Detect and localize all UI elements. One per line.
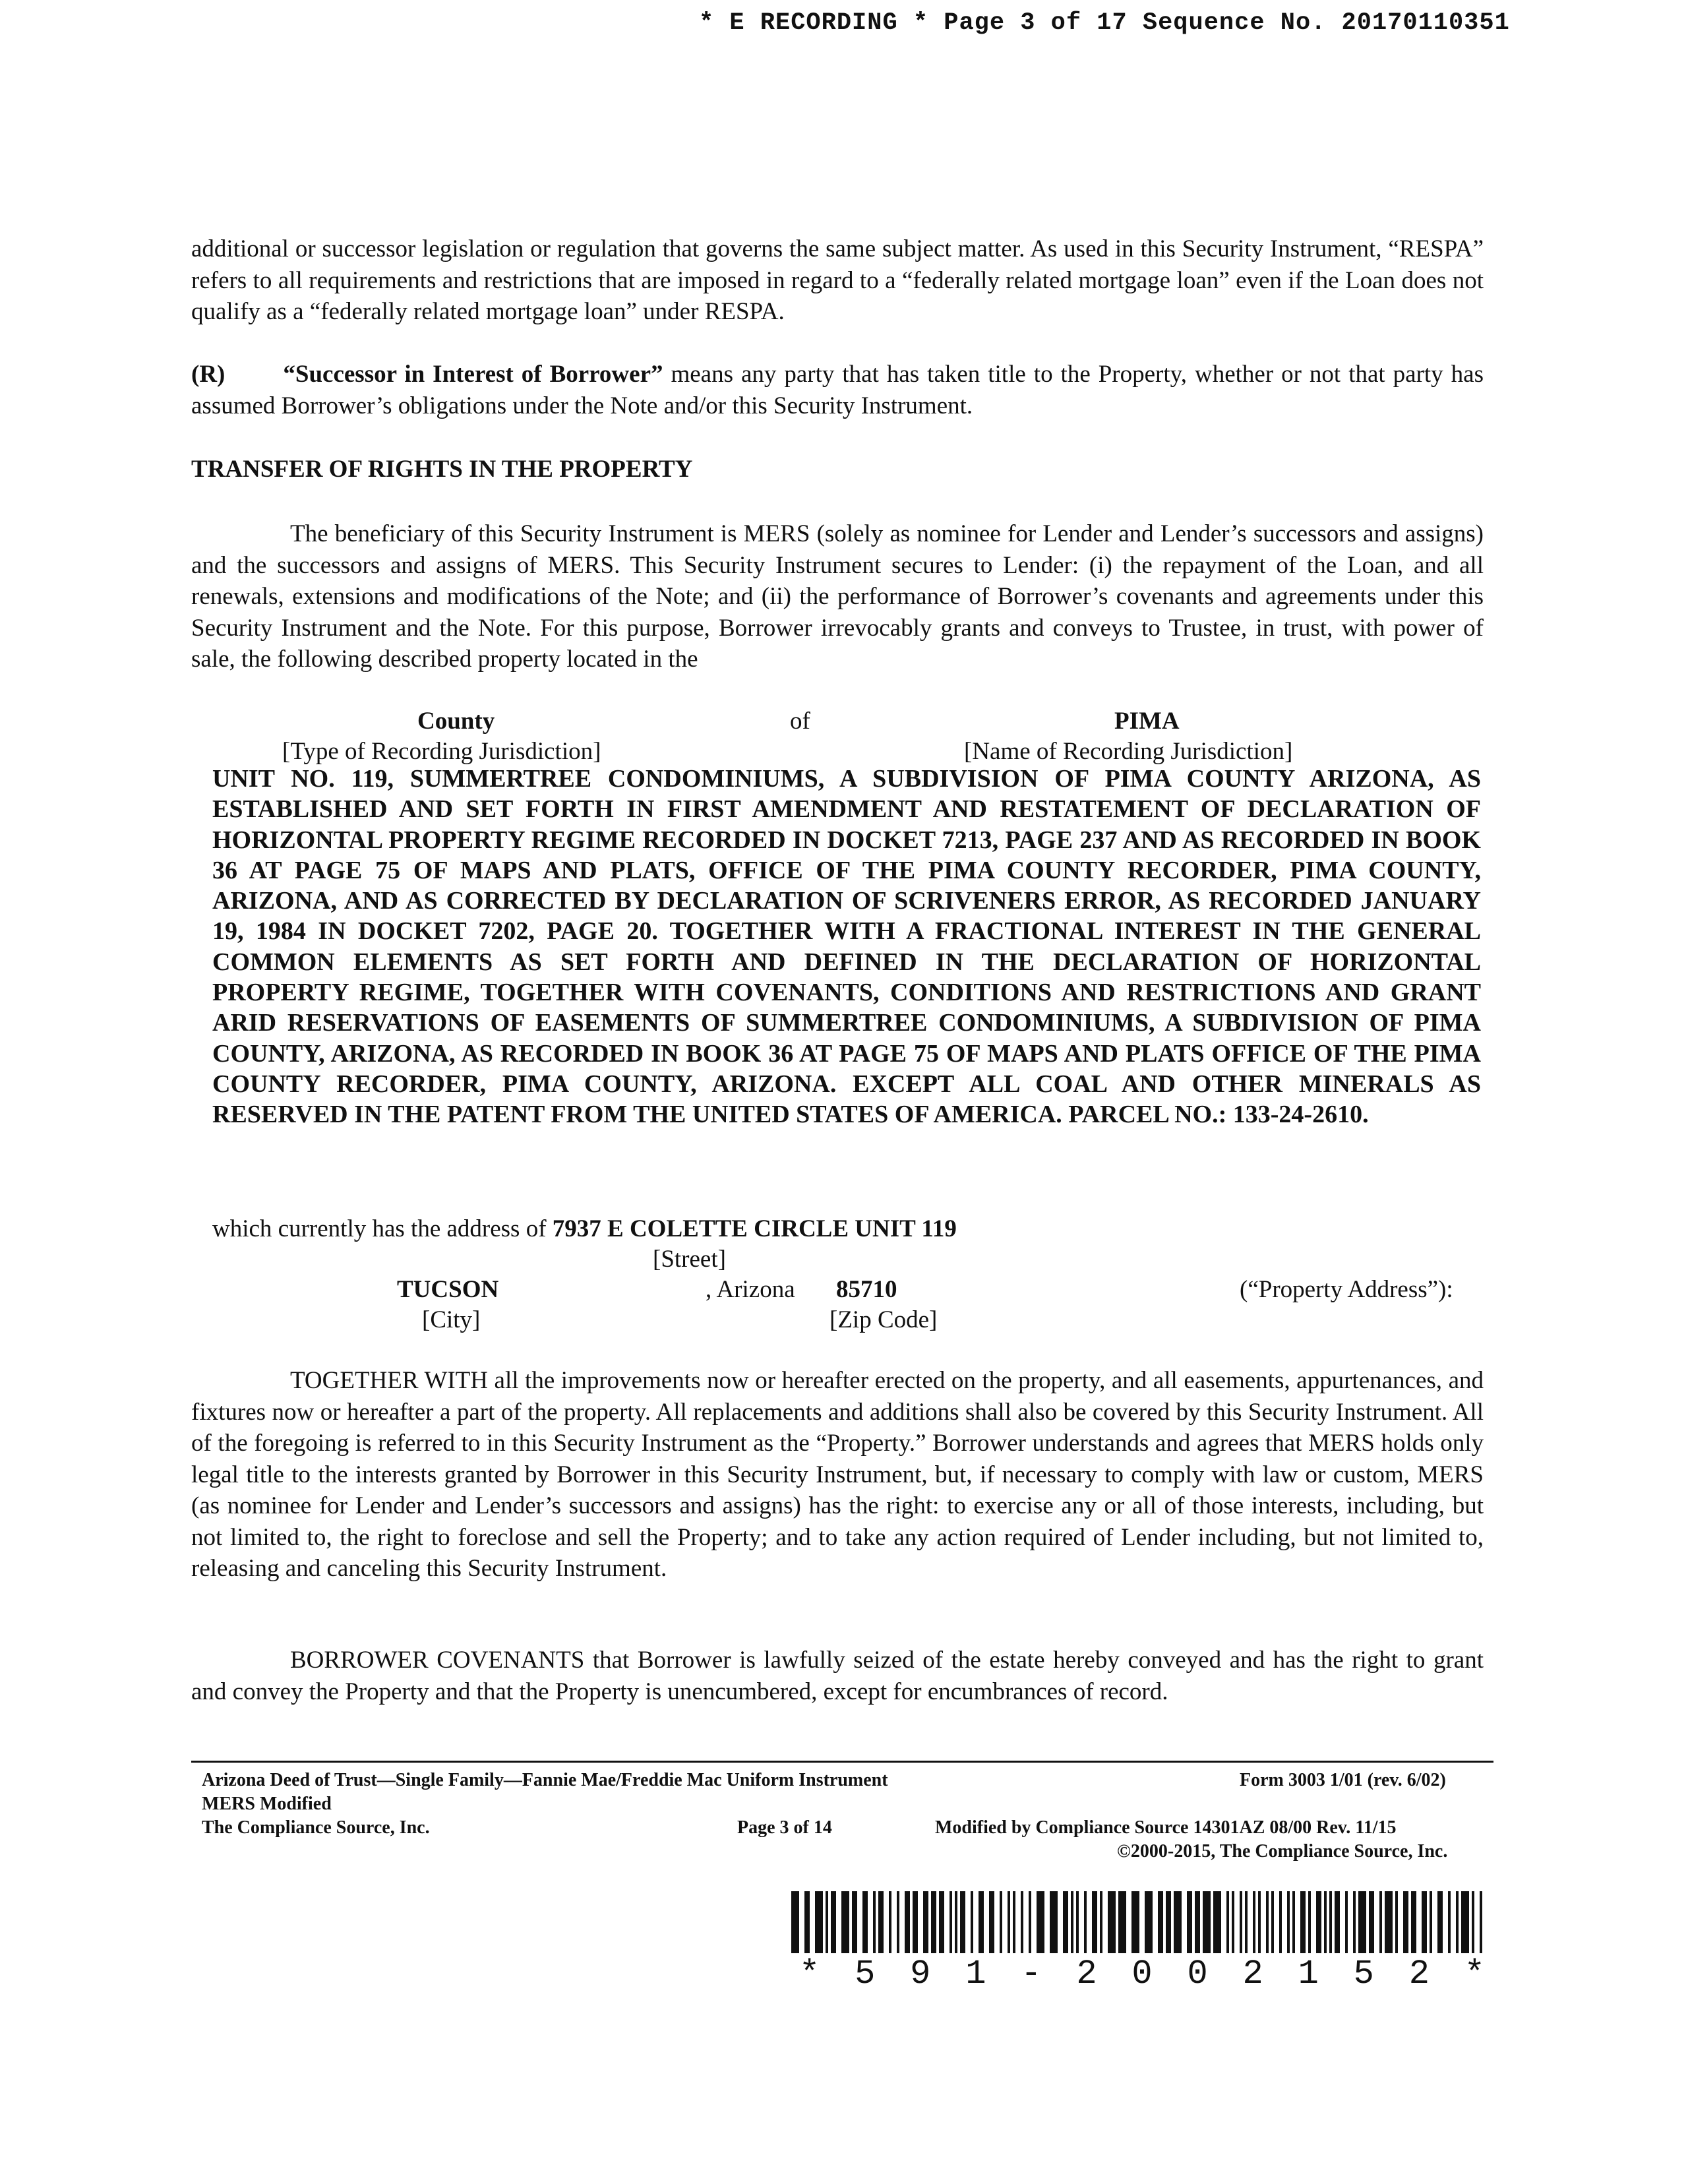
barcode-bar [878, 1891, 884, 1953]
barcode-char: 5 [855, 1955, 876, 1993]
barcode-bar [1279, 1891, 1282, 1953]
barcode-bar [1335, 1891, 1340, 1953]
jurisdiction-name-caption: [Name of Recording Jurisdiction] [964, 738, 1293, 765]
barcode-char: 2 [1076, 1955, 1097, 1993]
barcode-bar [1456, 1891, 1459, 1953]
barcode-char: 0 [1131, 1955, 1153, 1993]
barcode-bar [1316, 1891, 1321, 1953]
barcode-bar [852, 1891, 857, 1953]
barcode-bar [905, 1891, 910, 1953]
barcode-char: * [799, 1955, 820, 1993]
covenants-paragraph: BORROWER COVENANTS that Borrower is lawfully seized of the estate hereby conveyed and has the right to grant and convey the Property and that the Property is unencumbered, except for encumbrances of record. [191, 1647, 1484, 1705]
form-number: Form 3003 1/01 (rev. 6/02) [1240, 1770, 1446, 1790]
barcode-bar [1292, 1891, 1295, 1953]
barcode-bar [1461, 1891, 1469, 1953]
barcode-bar [1203, 1891, 1211, 1953]
barcode-bar [1029, 1891, 1031, 1953]
barcode-bar [939, 1891, 944, 1953]
barcode-bar [804, 1891, 810, 1953]
successor-text: means any party that has taken title to the Property, whether or not that party has assumed Borrower’s obligations under the Note and/or this Security Instrument. [191, 361, 1484, 419]
jurisdiction-type-caption: [Type of Recording Jurisdiction] [282, 738, 601, 765]
barcode-bar [1108, 1891, 1116, 1953]
barcode-bar [1213, 1891, 1221, 1953]
barcode-bar [1158, 1891, 1163, 1953]
address-line [212, 1215, 957, 1243]
barcode-bar [1472, 1891, 1474, 1953]
barcode-char: 1 [1298, 1955, 1319, 1993]
footer-company: The Compliance Source, Inc. [202, 1817, 430, 1838]
section-title: TRANSFER OF RIGHTS IN THE PROPERTY [191, 456, 693, 483]
barcode-bar [1100, 1891, 1102, 1953]
barcode-bar [1403, 1891, 1408, 1953]
address-zip: 85710 [836, 1276, 897, 1303]
form-title: Arizona Deed of Trust—Single Family—Fannie Mae/Freddie Mac Uniform Instrument [202, 1770, 888, 1790]
barcode-char: 0 [1187, 1955, 1208, 1993]
barcode-bar [1329, 1891, 1332, 1953]
barcode-char: 5 [1353, 1955, 1374, 1993]
footer-copyright: ©2000-2015, The Compliance Source, Inc. [1117, 1841, 1448, 1862]
barcode-char: 9 [910, 1955, 931, 1993]
address-street: 7937 E COLETTE CIRCLE UNIT 119 [552, 1215, 957, 1242]
barcode-bar [913, 1891, 918, 1953]
barcode-bar [1271, 1891, 1274, 1953]
barcode-char: 2 [1408, 1955, 1430, 1993]
barcode-bar [960, 1891, 965, 1953]
barcode-bar [791, 1891, 799, 1953]
barcode-bar [1037, 1891, 1044, 1953]
recording-header: * E RECORDING * Page 3 of 17 Sequence No. 20170110351 [699, 9, 1510, 37]
barcode-bar [1226, 1891, 1229, 1953]
property-address-label: (“Property Address”): [1240, 1276, 1453, 1303]
barcode-bar [1480, 1891, 1482, 1953]
barcode-bar [1287, 1891, 1290, 1953]
barcode-bar [1385, 1891, 1393, 1953]
barcode-bar [1008, 1891, 1010, 1953]
barcode-bar [889, 1891, 891, 1953]
barcode-bar [1118, 1891, 1126, 1953]
barcode-bar [950, 1891, 952, 1953]
jurisdiction-type-value: County [417, 708, 495, 735]
barcode-char: * [1464, 1955, 1485, 1993]
street-caption: [Street] [653, 1246, 726, 1273]
successor-label: (R) [191, 361, 226, 388]
barcode-bar [923, 1891, 928, 1953]
barcode-bar [815, 1891, 823, 1953]
jurisdiction-name-value: PIMA [1114, 708, 1180, 735]
successor-paragraph [191, 359, 1484, 421]
barcode-bar [1422, 1891, 1427, 1953]
barcode-bar [1379, 1891, 1382, 1953]
barcode-char: - [1021, 1955, 1042, 1993]
city-caption: [City] [422, 1306, 481, 1333]
barcode-bar [1063, 1891, 1068, 1953]
barcode-char: 1 [965, 1955, 986, 1993]
barcode-bar [1300, 1891, 1306, 1953]
zip-caption: [Zip Code] [829, 1306, 938, 1333]
barcode-text [799, 1955, 1485, 1993]
barcode-char: 2 [1242, 1955, 1263, 1993]
respa-paragraph: additional or successor legislation or regulation that governs the same subject matter. As used in this Security Instrument, “RESPA” refers to all requirements and restrictions that are imposed in regard to a “federally related mortgage loan” even if the Loan does not qualify as a “federally related mortgage loan” under RESPA. [191, 235, 1484, 325]
barcode-bar [1076, 1891, 1079, 1953]
barcode-bar [1308, 1891, 1311, 1953]
barcode-bar [971, 1891, 973, 1953]
barcode-bar [1358, 1891, 1366, 1953]
legal-description: UNIT NO. 119, SUMMERTREE CONDOMINIUMS, A SUBDIVISION OF PIMA COUNTY ARIZONA, AS ESTABLISHED AND SET FORTH IN FIRST AMENDMENT AND RESTATEMENT OF DECLARATION OF HORIZONTAL PROPERTY REGIME RECORDED IN DOCKET 7213, PAGE 237 AND AS RECORDED IN BOOK 36 AT PAGE 75 OF MAPS AND PLATS, OFFICE OF THE PIMA COUNTY RECORDER, PIMA COUNTY, ARIZONA, AND AS CORRECTED BY DECLARATION OF SCRIVENERS ERROR, AS RECORDED JANUARY 19, 1984 IN DOCKET 7202, PAGE 20. TOGETHER WITH A FRACTIONAL INTEREST IN THE GENERAL COMMON ELEMENTS AS SET FORTH AND DEFINED IN THE DECLARATION OF HORIZONTAL PROPERTY REGIME, TOGETHER WITH COVENANTS, CONDITIONS AND RESTRICTIONS AND GRANT ARID RESERVATIONS OF EASEMENTS OF SUMMERTREE CONDOMINIUMS, A SUBDIVISION OF PIMA COUNTY, ARIZONA, AS RECORDED IN BOOK 36 AT PAGE 75 OF MAPS AND PLATS OFFICE OF THE PIMA COUNTY RECORDER, PIMA COUNTY, ARIZONA. EXCEPT ALL COAL AND OTHER MINERALS AS RESERVED IN THE PATENT FROM THE UNITED STATES OF AMERICA. PARCEL NO.: 133-24-2610. [212, 765, 1481, 1129]
barcode-bar [897, 1891, 899, 1953]
mers-modified: MERS Modified [202, 1794, 332, 1814]
barcode-bar [841, 1891, 849, 1953]
address-state: , Arizona [706, 1276, 795, 1303]
barcode-bar [1324, 1891, 1327, 1953]
barcode-bar [1266, 1891, 1269, 1953]
barcode-bar [1187, 1891, 1192, 1953]
barcode-bar [1395, 1891, 1398, 1953]
barcode-bar [1174, 1891, 1182, 1953]
barcode-bar [1195, 1891, 1200, 1953]
barcode-bar [1353, 1891, 1356, 1953]
footer-page: Page 3 of 14 [737, 1817, 832, 1838]
address-city: TUCSON [397, 1276, 499, 1303]
barcode-bar [1430, 1891, 1432, 1953]
barcode-bar [862, 1891, 868, 1953]
barcode-bar [831, 1891, 836, 1953]
barcode-bar [931, 1891, 936, 1953]
barcode-bar [1021, 1891, 1023, 1953]
barcode-bar [1050, 1891, 1058, 1953]
barcode-bar [1092, 1891, 1097, 1953]
together-paragraph: TOGETHER WITH all the improvements now or hereafter erected on the property, and all easements, appurtenances, and fixtures now or hereafter a part of the property. All replacements and additions shall also be covered by this Security Instrument. All of the foregoing is referred to in this Security Instrument as the “Property.” Borrower understands and agrees that MERS holds only legal title to the interests granted by Borrower in this Security Instrument, but, if necessary to comply with law or custom, MERS (as nominee for Lender and Lender’s successors and assigns) has the right: to exercise any or all of those interests, including, but not limited to, the right to foreclose and sell the Property; and to take any action required of Lender including, but not limited to, releasing and canceling this Security Instrument. [191, 1367, 1484, 1582]
barcode-bar [1437, 1891, 1443, 1953]
barcode-bar [1145, 1891, 1153, 1953]
barcode-bar [1000, 1891, 1002, 1953]
footer-rule [191, 1761, 1493, 1763]
barcode-bar [1131, 1891, 1139, 1953]
barcode-bar [1253, 1891, 1255, 1953]
barcode-bar [1071, 1891, 1073, 1953]
barcode-bar [1084, 1891, 1087, 1953]
transfer-paragraph: The beneficiary of this Security Instrument is MERS (solely as nominee for Lender and Lender’s successors and assigns) and the successors and assigns of MERS. This Security Instrument secures to Lender: (i) the repayment of the Loan, and all renewals, extensions and modifications of the Note; and (ii) the performance of Borrower’s covenants and agreements under this Security Instrument and the Note. For this purpose, Borrower irrevocably grants and conveys to Trustee, in trust, with power of sale, the following described property located in the [191, 520, 1484, 673]
barcode-bar [873, 1891, 876, 1953]
footer-modified-by: Modified by Compliance Source 14301AZ 08/00 Rev. 11/15 [935, 1817, 1397, 1838]
successor-term: “Successor in Interest of Borrower” [283, 361, 663, 388]
barcode-bar [826, 1891, 828, 1953]
barcode-bar [1240, 1891, 1242, 1953]
barcode-bar [1345, 1891, 1348, 1953]
jurisdiction-of-word: of [790, 708, 810, 735]
barcode-bar [989, 1891, 994, 1953]
barcode-bar [1258, 1891, 1261, 1953]
barcode-bar [1232, 1891, 1234, 1953]
barcode-bar [1166, 1891, 1171, 1953]
barcode-bar [1448, 1891, 1451, 1953]
address-lead-text: which currently has the address of [212, 1215, 547, 1242]
barcode [791, 1891, 1490, 1953]
barcode-bar [1411, 1891, 1416, 1953]
barcode-bar [979, 1891, 984, 1953]
barcode-bar [955, 1891, 957, 1953]
barcode-bar [1245, 1891, 1248, 1953]
barcode-bar [1013, 1891, 1015, 1953]
barcode-bar [1369, 1891, 1374, 1953]
